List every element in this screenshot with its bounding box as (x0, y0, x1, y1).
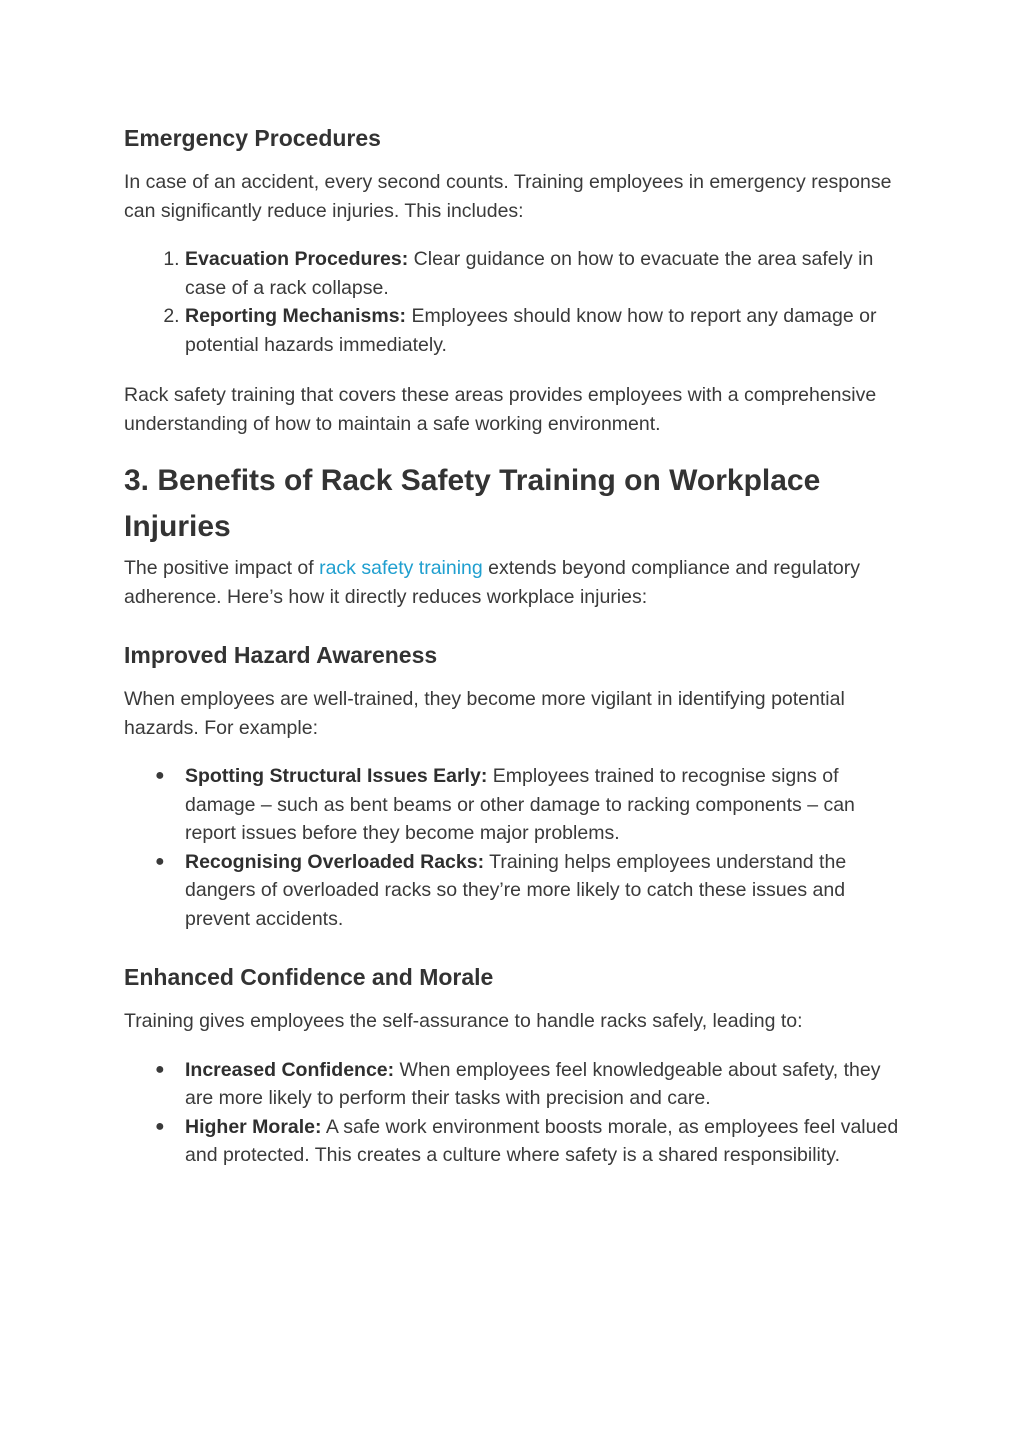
emergency-intro: In case of an accident, every second counts. Training employees in emergency response can significantly reduce injuries. This includes: (124, 171, 892, 222)
bullet-icon: ● (155, 767, 165, 784)
list-item-title: Higher Morale: (185, 1115, 322, 1138)
list-item-text: A safe work environment boosts morale, as employees feel valued and protected. This creates a culture where safety is a shared responsibility. (185, 1115, 899, 1166)
bullet-icon: ● (155, 1060, 165, 1078)
list-item (155, 1056, 904, 1113)
list-item-title: Evacuation Procedures: (185, 248, 409, 270)
benefits-intro (124, 554, 904, 611)
emergency-list (124, 245, 904, 359)
confidence-heading: Enhanced Confidence and Morale (124, 964, 494, 990)
benefits-intro-after: extends beyond compliance and regulatory adherence. Here’s how it directly reduces workplace injuries: (124, 557, 860, 608)
list-item (155, 1113, 904, 1170)
confidence-intro: Training gives employees the self-assurance to handle racks safely, leading to: (124, 1010, 803, 1032)
list-item (155, 762, 904, 848)
list-item-title: Increased Confidence: (185, 1058, 395, 1081)
benefits-intro-before: The positive impact of (124, 557, 320, 579)
list-item (185, 302, 904, 359)
list-item-title: Spotting Structural Issues Early: (185, 765, 488, 787)
list-item (155, 848, 904, 934)
list-item-text: Clear guidance on how to evacuate the area safely in case of a rack collapse. (185, 248, 874, 299)
confidence-list (124, 1056, 904, 1170)
list-item-text: Employees trained to recognise signs of damage – such as bent beams or other damage to racking components – can report issues before they become major problems. (185, 765, 855, 844)
list-item-text: When employees feel knowledgeable about safety, they are more likely to perform their tasks with precision and care. (185, 1058, 881, 1109)
hazard-list (124, 762, 904, 933)
hazard-intro: When employees are well-trained, they become more vigilant in identifying potential hazards. For example: (124, 688, 845, 739)
list-item-title: Recognising Overloaded Racks: (185, 850, 485, 873)
benefits-heading: 3. Benefits of Rack Safety Training on Workplace Injuries (124, 464, 821, 543)
document-page (124, 118, 904, 1192)
bullet-icon: ● (155, 1117, 165, 1135)
emergency-heading: Emergency Procedures (124, 125, 381, 151)
list-item-text: Training helps employees understand the dangers of overloaded racks so they’re more likely to catch these issues and prevent accidents. (185, 850, 847, 930)
list-item-title: Reporting Mechanisms: (185, 305, 407, 327)
list-item-text: Employees should know how to report any damage or potential hazards immediately. (185, 305, 877, 356)
bullet-icon: ● (155, 852, 165, 870)
rack-safety-training-link[interactable]: rack safety training (319, 557, 483, 579)
hazard-heading: Improved Hazard Awareness (124, 642, 438, 668)
emergency-summary: Rack safety training that covers these areas provides employees with a comprehensive understanding of how to maintain a safe working environment. (124, 384, 877, 435)
list-item (185, 245, 904, 302)
